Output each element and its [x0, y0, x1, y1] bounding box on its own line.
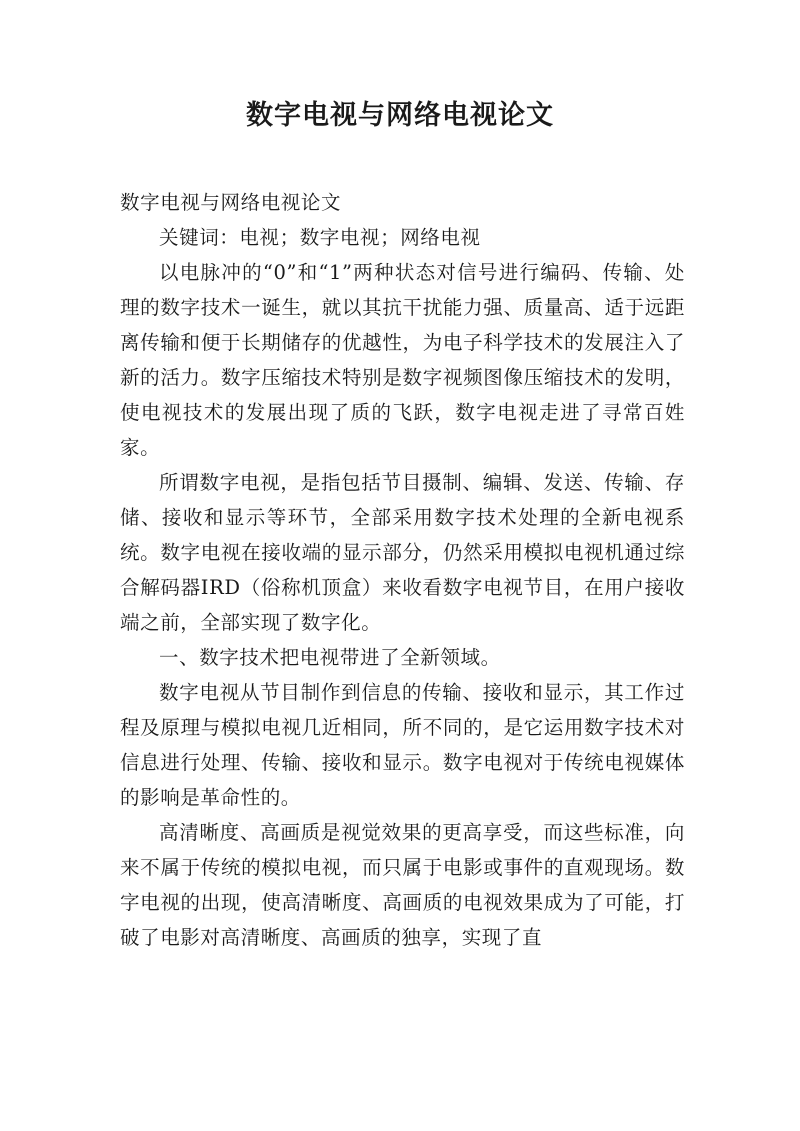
section-heading-1: 一、数字技术把电视带进了全新领域。	[159, 646, 501, 669]
paragraph-process: 数字电视从节目制作到信息的传输、接收和显示，其工作过程及原理与模拟电视几近相同，所不同的，是它运用数字技术对信息进行处理、传输、接收和显示。数字电视对于传统电视媒体的影响是革命性的。	[120, 681, 685, 809]
paragraph-subtitle: 数字电视与网络电视论文	[120, 191, 342, 214]
document-title: 数字电视与网络电视论文	[246, 100, 554, 131]
paragraph-intro: 以电脉冲的“0”和“1”两种状态对信号进行编码、传输、处理的数字技术一诞生，就以其抗干扰能力强、质量高、适于远距离传输和便于长期储存的优越性，为电子科学技术的发展注入了新的活力。数字压缩技术特别是数字视频图像压缩技术的发明，使电视技术的发展出现了质的飞跃，数字电视走进了寻常百姓家。	[120, 261, 685, 459]
paragraph-definition: 所谓数字电视，是指包括节目摄制、编辑、发送、传输、存储、接收和显示等环节，全部采用数字技术处理的全新电视系统。数字电视在接收端的显示部分，仍然采用模拟电视机通过综合解码器IRD（俗称机顶盒）来收看数字电视节目，在用户接收端之前，全部实现了数字化。	[120, 471, 685, 634]
paragraph-keywords: 关键词：电视；数字电视；网络电视	[159, 226, 481, 249]
paragraph-hd-quality: 高清晰度、高画质是视觉效果的更高享受，而这些标准，向来不属于传统的模拟电视，而只属于电影或事件的直观现场。数字电视的出现，使高清晰度、高画质的电视效果成为了可能，打破了电影对高清晰度、高画质的独享，实现了直	[120, 821, 685, 949]
document-body	[120, 185, 685, 955]
